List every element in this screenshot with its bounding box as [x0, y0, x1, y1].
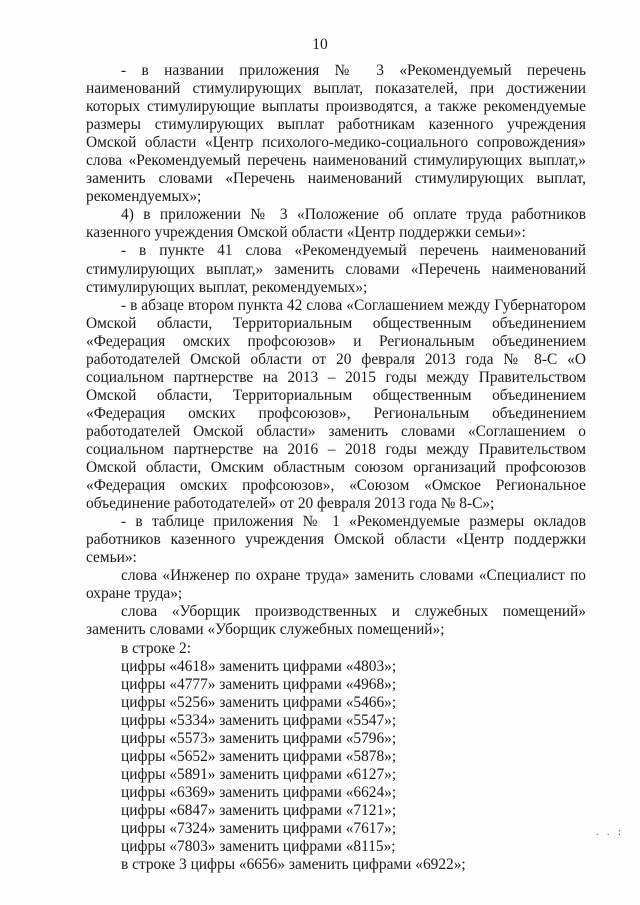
replacement-item: цифры «6847» заменить цифрами «7121»; [121, 801, 397, 819]
replacement-item: цифры «5334» заменить цифрами «5547»; [121, 711, 397, 729]
document-body [86, 62, 586, 874]
line-3-replacement: в строке 3 цифры «6656» заменить цифрами «6922»; [121, 856, 466, 874]
paragraph-appendix3-title: - в названии приложения № 3 «Рекомендуемый перечень наименований стимулирующих выплат, показателей, при достижении которых стимулирующие выплаты производятся, а также рекомендуемые размеры стимулирующих выплат работникам казенного учреждения Омской области «Центр психолого-медико-социального сопровождения» слова «Рекомендуемый перечень наименований стимулирующих выплат,» заменить словами «Перечень наименований стимулирующих выплат, рекомендуемых»; [86, 62, 586, 206]
paragraph-table-appendix1: - в таблице приложения № 1 «Рекомендуемые размеры окладов работников казенного учреждения Омской области «Центр поддержки семьи»: [86, 513, 586, 567]
replacement-item: цифры «5256» заменить цифрами «5466»; [121, 693, 397, 711]
paragraph-cleaner: слова «Уборщик производственных и служебных помещений» заменить словами «Уборщик служебных помещений»; [86, 603, 586, 639]
page-number: 10 [312, 36, 328, 53]
line-2-intro: в строке 2: [121, 639, 191, 657]
replacement-item: цифры «7803» заменить цифрами «8115»; [121, 838, 396, 856]
replacement-item: цифры «5652» заменить цифрами «5878»; [121, 747, 397, 765]
replacement-item: цифры «5573» заменить цифрами «5796»; [121, 729, 397, 747]
replacement-item: цифры «7324» заменить цифрами «7617»; [121, 819, 397, 837]
scan-mark: . . : [596, 827, 624, 838]
paragraph-point-42: - в абзаце втором пункта 42 слова «Соглашением между Губернатором Омской области, Территориальным общественным объединением «Федерация омских профсоюзов» и Региональным объединением работодателей Омской области от 20 февраля 2013 года № 8-С «О социальном партнерстве на 2013 – 2015 годы между Правительством Омской области, Территориальным общественным объединением «Федерация омских профсоюзов», Региональным объединением работодателей Омской области» заменить словами «Соглашением о социальном партнерстве на 2016 – 2018 годы между Правительством Омской области, Омским областным союзом организаций профсоюзов «Федерация омских профсоюзов», «Союзом «Омское Региональное объединение работодателей» от 20 февраля 2013 года № 8-С»; [86, 296, 586, 513]
paragraph-item-4: 4) в приложении № 3 «Положение об оплате труда работников казенного учреждения Омской области «Центр поддержки семьи»: [86, 206, 586, 242]
replacement-item: цифры «4777» заменить цифрами «4968»; [121, 675, 397, 693]
replacement-item: цифры «4618» заменить цифрами «4803»; [121, 657, 397, 675]
paragraph-engineer: слова «Инженер по охране труда» заменить словами «Специалист по охране труда»; [86, 567, 586, 603]
replacement-item: цифры «6369» заменить цифрами «6624»; [121, 783, 397, 801]
paragraph-point-41: - в пункте 41 слова «Рекомендуемый перечень наименований стимулирующих выплат,» заменить словами «Перечень наименований стимулирующих выплат, рекомендуемых»; [86, 242, 586, 296]
replacement-item: цифры «5891» заменить цифрами «6127»; [121, 765, 397, 783]
